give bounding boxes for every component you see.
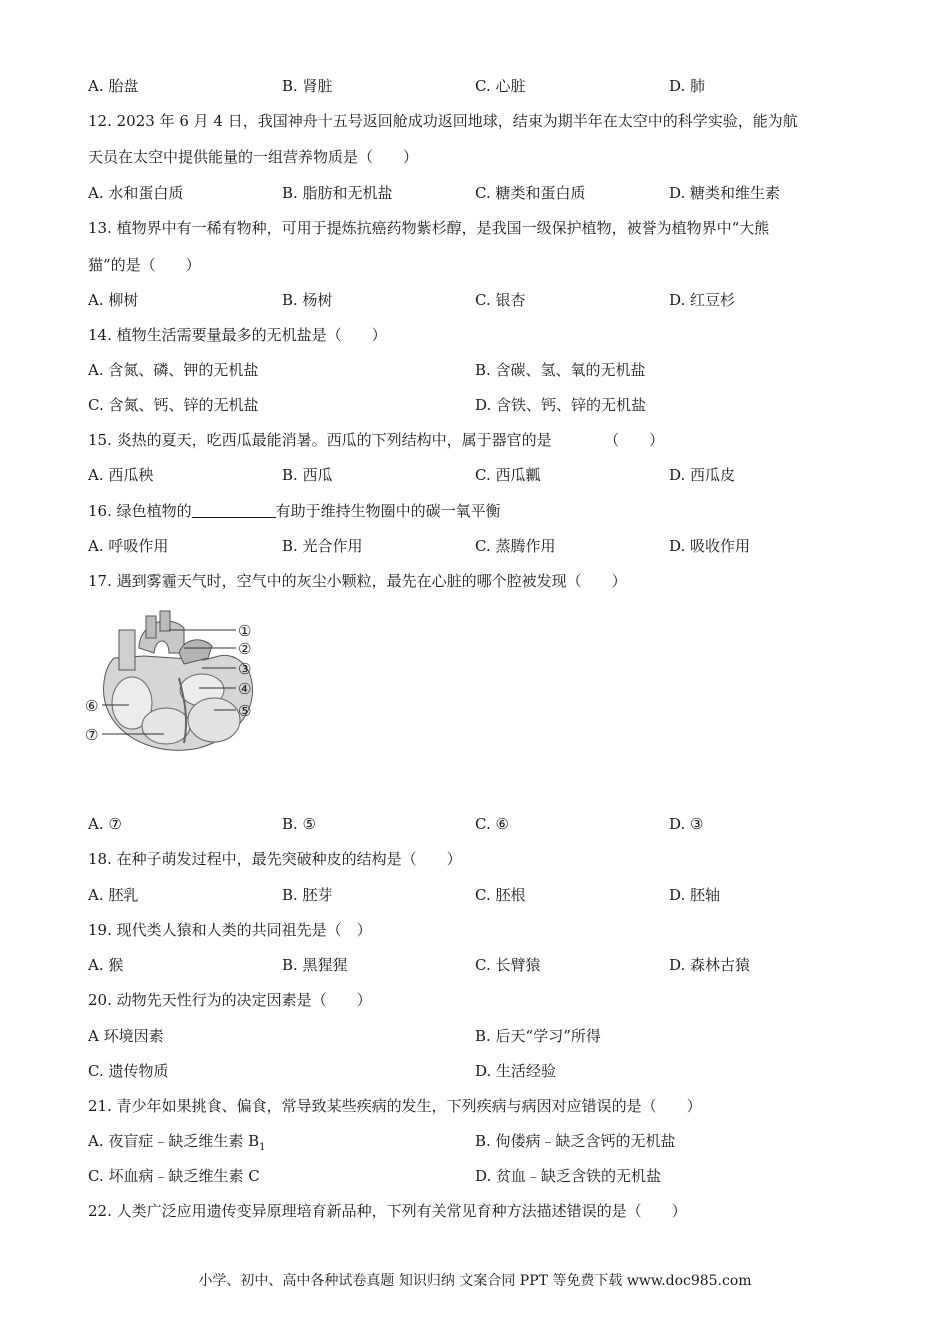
q21-stem: 21. 青少年如果挑食、偏食，常导致某些疾病的发生，下列疾病与病因对应错误的是（ ）: [88, 1097, 702, 1115]
heart-label-5: ⑤: [238, 702, 252, 720]
q21-option-d: D. 贫血﹣缺乏含铁的无机盐: [475, 1167, 662, 1185]
q16-stem-after: 有助于维持生物圈中的碳一氧平衡: [275, 502, 501, 520]
q11-option-d: D. 肺: [669, 77, 706, 95]
q20-option-a: A 环境因素: [88, 1027, 164, 1045]
heart-diagram: [84, 608, 274, 758]
q13-stem-line1: 13. 植物界中有一稀有物种，可用于提炼抗癌药物紫杉醇，是我国一级保护植物，被誉为植物界中“大熊: [88, 219, 770, 237]
q13-option-b: B. 杨树: [282, 291, 333, 309]
q19-option-a: A. 猴: [88, 956, 124, 974]
q17-option-b: B. ⑤: [282, 815, 317, 833]
q15-stem: 15. 炎热的夏天，吃西瓜最能消暑。西瓜的下列结构中，属于器官的是 （ ）: [88, 431, 665, 449]
q13-stem-line2: 猫”的是（ ）: [88, 256, 201, 274]
q11-option-a: A. 胎盘: [88, 77, 139, 95]
q12-stem-line2: 天员在太空中提供能量的一组营养物质是（ ）: [88, 148, 419, 166]
heart-label-6: ⑥: [85, 697, 99, 715]
q14-stem: 14. 植物生活需要量最多的无机盐是（ ）: [88, 326, 387, 344]
q13-option-a: A. 柳树: [88, 291, 139, 309]
q16-stem: [88, 501, 501, 521]
q12-option-a: A. 水和蛋白质: [88, 184, 184, 202]
q16-option-c: C. 蒸腾作用: [475, 537, 556, 555]
q19-option-d: D. 森林古猿: [669, 956, 751, 974]
q15-option-c: C. 西瓜瓤: [475, 466, 541, 484]
q17-option-a: A. ⑦: [88, 815, 122, 833]
heart-label-4: ④: [238, 680, 252, 698]
q21-option-a-text: A. 夜盲症﹣缺乏维生素 B: [88, 1132, 260, 1150]
q16-option-a: A. 呼吸作用: [88, 537, 169, 555]
q19-option-b: B. 黑猩猩: [282, 956, 348, 974]
q16-option-d: D. 吸收作用: [669, 537, 751, 555]
q20-option-b: B. 后天“学习”所得: [475, 1027, 601, 1045]
q14-option-b: B. 含碳、氢、氧的无机盐: [475, 361, 646, 379]
q20-option-d: D. 生活经验: [475, 1062, 557, 1080]
q20-stem: 20. 动物先天性行为的决定因素是（ ）: [88, 991, 372, 1009]
heart-label-2: ②: [238, 640, 252, 658]
q15-option-b: B. 西瓜: [282, 466, 333, 484]
q16-stem-before: 16. 绿色植物的: [88, 502, 192, 520]
q14-option-a: A. 含氮、磷、钾的无机盐: [88, 361, 259, 379]
page-footer: 小学、初中、高中各种试卷真题 知识归纳 文案合同 PPT 等免费下载 www.doc985.com: [198, 1273, 752, 1289]
q15-option-a: A. 西瓜秧: [88, 466, 154, 484]
q16-option-b: B. 光合作用: [282, 537, 363, 555]
q19-option-c: C. 长臂猿: [475, 956, 541, 974]
heart-label-3: ③: [238, 660, 252, 678]
q12-stem-line1: 12. 2023 年 6 月 4 日，我国神舟十五号返回舱成功返回地球，结束为期半年在太空中的科学实验，能为航: [88, 112, 798, 130]
q12-option-c: C. 糖类和蛋白质: [475, 184, 586, 202]
q12-option-d: D. 糖类和维生素: [669, 184, 781, 202]
q16-blank: [192, 503, 276, 518]
q12-option-b: B. 脂肪和无机盐: [282, 184, 393, 202]
q22-stem: 22. 人类广泛应用遗传变异原理培育新品种，下列有关常见育种方法描述错误的是（ ）: [88, 1202, 687, 1220]
q13-option-d: D. 红豆杉: [669, 291, 736, 309]
q21-option-a-subscript: 1: [259, 1142, 266, 1153]
q11-option-b: B. 肾脏: [282, 77, 333, 95]
q17-option-d: D. ③: [669, 815, 704, 833]
q13-option-c: C. 银杏: [475, 291, 526, 309]
heart-label-1: ①: [238, 622, 252, 640]
q20-option-c: C. 遗传物质: [88, 1062, 169, 1080]
q21-option-a: [88, 1131, 266, 1158]
q11-option-c: C. 心脏: [475, 77, 526, 95]
q14-option-c: C. 含氮、钙、锌的无机盐: [88, 396, 259, 414]
q17-stem: 17. 遇到雾霾天气时，空气中的灰尘小颗粒，最先在心脏的哪个腔被发现（ ）: [88, 572, 627, 590]
q18-option-b: B. 胚芽: [282, 886, 333, 904]
q21-option-c: C. 坏血病﹣缺乏维生素 C: [88, 1167, 260, 1185]
q17-option-c: C. ⑥: [475, 815, 509, 833]
q21-option-b: B. 佝偻病﹣缺乏含钙的无机盐: [475, 1132, 676, 1150]
q19-stem: 19. 现代类人猿和人类的共同祖先是（ ）: [88, 921, 372, 939]
heart-label-7: ⑦: [85, 726, 99, 744]
q18-option-a: A. 胚乳: [88, 886, 139, 904]
q15-option-d: D. 西瓜皮: [669, 466, 736, 484]
q18-option-c: C. 胚根: [475, 886, 526, 904]
q18-option-d: D. 胚轴: [669, 886, 721, 904]
q14-option-d: D. 含铁、钙、锌的无机盐: [475, 396, 647, 414]
q18-stem: 18. 在种子萌发过程中，最先突破种皮的结构是（ ）: [88, 850, 462, 868]
